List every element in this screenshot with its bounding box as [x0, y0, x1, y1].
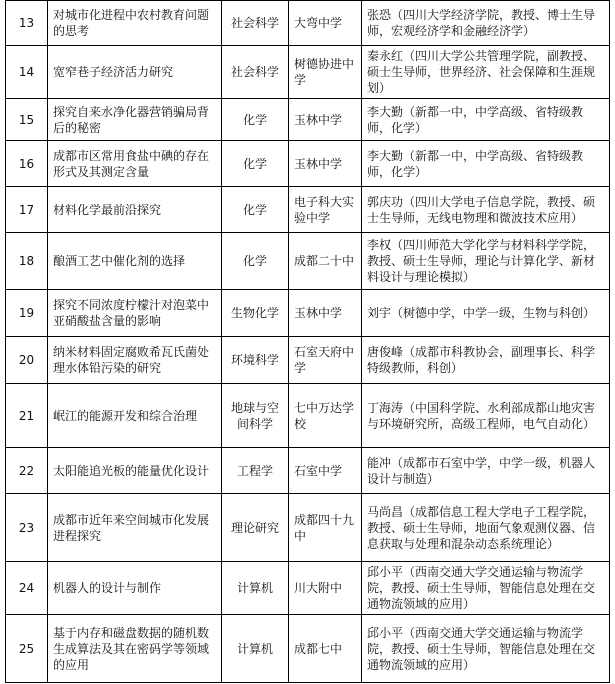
- table-row: [6, 233, 610, 290]
- school-cell: 大弯中学: [289, 1, 362, 46]
- document-page: [5, 0, 610, 683]
- project-title: 材料化学最前沿探究: [48, 187, 222, 233]
- project-title: 探究自来水净化器营销骗局背后的秘密: [48, 99, 222, 141]
- subject-cell: 化学: [222, 187, 289, 233]
- table-row: [6, 448, 610, 494]
- school-cell: 玉林中学: [289, 141, 362, 187]
- subject-cell: 化学: [222, 233, 289, 290]
- row-number: 17: [6, 187, 48, 233]
- subject-cell: 计算机: [222, 562, 289, 615]
- table-row: [6, 494, 610, 562]
- mentor-cell: 张恐（四川大学经济学院，教授、博士生导师，宏观经济学和金融经济学）: [362, 1, 610, 46]
- subject-cell: 化学: [222, 99, 289, 141]
- mentor-cell: 刘宇（树德中学，中学一级，生物与科创）: [362, 290, 610, 337]
- mentor-cell: 邱小平（西南交通大学交通运输与物流学院，教授、硕士生导师，智能信息处理在交通物流领域的应用）: [362, 615, 610, 683]
- row-number: 16: [6, 141, 48, 187]
- subject-cell: 社会科学: [222, 1, 289, 46]
- table-row: [6, 99, 610, 141]
- mentor-cell: 李大勤（新都一中，中学高级、省特级教师，化学）: [362, 99, 610, 141]
- table-row: [6, 141, 610, 187]
- row-number: 18: [6, 233, 48, 290]
- school-cell: 川大附中: [289, 562, 362, 615]
- school-cell: 树德协进中学: [289, 46, 362, 99]
- school-cell: 石室天府中学: [289, 337, 362, 384]
- project-title: 探究不同浓度柠檬汁对泡菜中亚硝酸盐含量的影响: [48, 290, 222, 337]
- school-cell: 成都七中: [289, 615, 362, 683]
- project-title: 成都市近年来空间城市化发展进程探究: [48, 494, 222, 562]
- project-title: 成都市区常用食盐中碘的存在形式及其测定含量: [48, 141, 222, 187]
- school-cell: 石室中学: [289, 448, 362, 494]
- subject-cell: 化学: [222, 141, 289, 187]
- mentor-cell: 丁海涛（中国科学院、水利部成都山地灾害与环境研究所，高级工程师，电气自动化）: [362, 384, 610, 448]
- research-project-table: [5, 0, 610, 683]
- table-row: [6, 1, 610, 46]
- project-title: 太阳能追光板的能量优化设计: [48, 448, 222, 494]
- subject-cell: 地球与空间科学: [222, 384, 289, 448]
- project-title: 酿酒工艺中催化剂的选择: [48, 233, 222, 290]
- project-title: 岷江的能源开发和综合治理: [48, 384, 222, 448]
- row-number: 22: [6, 448, 48, 494]
- school-cell: 玉林中学: [289, 99, 362, 141]
- row-number: 14: [6, 46, 48, 99]
- project-title: 对城市化进程中农村教育问题的思考: [48, 1, 222, 46]
- row-number: 20: [6, 337, 48, 384]
- row-number: 15: [6, 99, 48, 141]
- row-number: 19: [6, 290, 48, 337]
- subject-cell: 环境科学: [222, 337, 289, 384]
- row-number: 24: [6, 562, 48, 615]
- table-row: [6, 290, 610, 337]
- row-number: 21: [6, 384, 48, 448]
- mentor-cell: 李权（四川师范大学化学与材料科学学院，教授、硕士生导师，理论与计算化学、新材料设计与理论模拟）: [362, 233, 610, 290]
- subject-cell: 理论研究: [222, 494, 289, 562]
- table-row: [6, 562, 610, 615]
- mentor-cell: 马尚昌（成都信息工程大学电子工程学院，教授、硕士生导师，地面气象观测仪器、信息获取与处理和混杂动态系统理论）: [362, 494, 610, 562]
- subject-cell: 工程学: [222, 448, 289, 494]
- project-title: 纳米材料固定腐败希瓦氏菌处理水体铅污染的研究: [48, 337, 222, 384]
- project-title: 宽窄巷子经济活力研究: [48, 46, 222, 99]
- school-cell: 玉林中学: [289, 290, 362, 337]
- table-row: [6, 384, 610, 448]
- table-row: [6, 187, 610, 233]
- mentor-cell: 唐俊峰（成都市科教协会，副理事长、科学特级教师，科创）: [362, 337, 610, 384]
- project-title: 基于内存和磁盘数据的随机数生成算法及其在密码学等领域的应用: [48, 615, 222, 683]
- project-title: 机器人的设计与制作: [48, 562, 222, 615]
- school-cell: 七中万达学校: [289, 384, 362, 448]
- mentor-cell: 邱小平（西南交通大学交通运输与物流学院，教授、硕士生导师，智能信息处理在交通物流领域的应用）: [362, 562, 610, 615]
- school-cell: 成都四十九中: [289, 494, 362, 562]
- mentor-cell: 能冲（成都市石室中学，中学一级，机器人设计与制造）: [362, 448, 610, 494]
- row-number: 13: [6, 1, 48, 46]
- row-number: 23: [6, 494, 48, 562]
- row-number: 25: [6, 615, 48, 683]
- table-row: [6, 337, 610, 384]
- mentor-cell: 秦永红（四川大学公共管理学院，副教授、硕士生导师，世界经济、社会保障和生涯规划）: [362, 46, 610, 99]
- subject-cell: 社会科学: [222, 46, 289, 99]
- table-row: [6, 615, 610, 683]
- subject-cell: 计算机: [222, 615, 289, 683]
- mentor-cell: 李大勤（新都一中，中学高级、省特级教师，化学）: [362, 141, 610, 187]
- subject-cell: 生物化学: [222, 290, 289, 337]
- table-row: [6, 46, 610, 99]
- school-cell: 成都二十中: [289, 233, 362, 290]
- mentor-cell: 郭庆功（四川大学电子信息学院，教授、硕士生导师，无线电物理和微波技术应用）: [362, 187, 610, 233]
- school-cell: 电子科大实验中学: [289, 187, 362, 233]
